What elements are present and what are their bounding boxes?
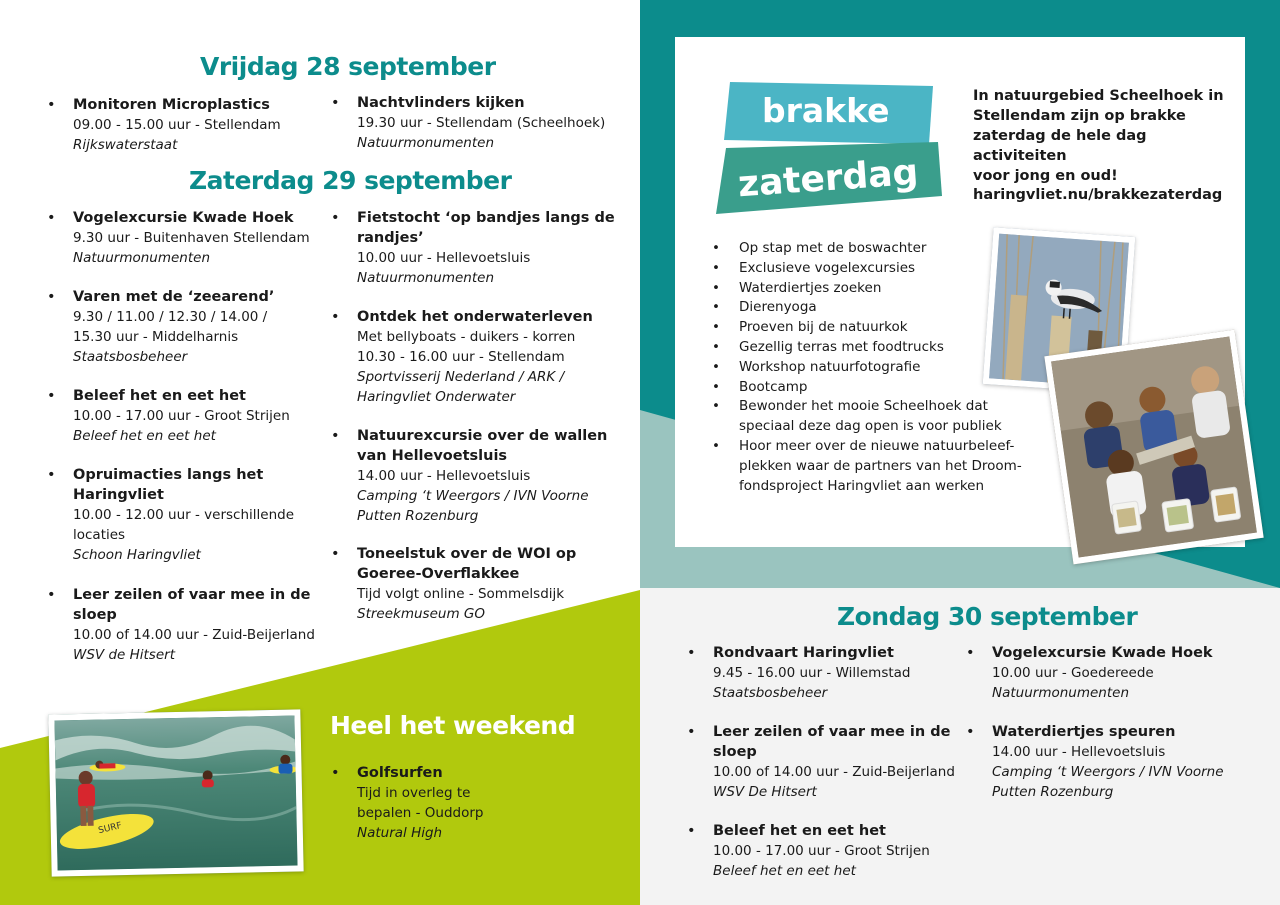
event-details: Met bellyboats - duikers - korren 10.30 - 16.00 uur - Stellendam xyxy=(357,329,576,365)
sunday-heading: Zondag 30 september xyxy=(837,602,1138,631)
event-title: • Leer zeilen of vaar mee in de sloep xyxy=(713,722,975,762)
event-title: • Waterdiertjes speuren xyxy=(992,722,1254,742)
event-monitoren xyxy=(73,95,335,155)
event-title: • Varen met de ‘zeearend’ xyxy=(73,287,335,307)
logo-line2: zaterdag xyxy=(736,151,920,206)
event-organizer: Schoon Haringvliet xyxy=(73,547,201,563)
event-title: • Leer zeilen of vaar mee in de sloep xyxy=(73,585,335,625)
event-organizer: Staatsbosbeheer xyxy=(713,685,828,701)
logo-line1: brakke xyxy=(762,91,890,130)
surf-photo-illustration xyxy=(54,716,297,871)
event-title: • Beleef het en eet het xyxy=(73,386,335,406)
event-details: 9.30 uur - Buitenhaven Stellendam xyxy=(73,230,310,246)
event-organizer: WSV De Hitsert xyxy=(713,784,817,800)
event-details: 10.00 of 14.00 uur - Zuid-Beijerland xyxy=(73,627,315,643)
event-organizer: Natuurmonumenten xyxy=(73,250,211,266)
event-details: 14.00 uur - Hellevoetsluis xyxy=(992,744,1166,760)
weekend-heading: Heel het weekend xyxy=(330,711,576,740)
saturday-heading: Zaterdag 29 september xyxy=(189,166,512,195)
event-organizer: Natuurmonumenten xyxy=(357,135,495,151)
promo-intro: In natuurgebied Scheelhoek in Stellendam zijn op brakke zaterdag de hele dag activiteiten voor jong en oud! xyxy=(973,88,1224,184)
event-golfsurfen xyxy=(357,763,557,843)
event-varen xyxy=(73,287,335,367)
event-title: • Fietstocht ‘op bandjes langs de randjes’ xyxy=(357,208,619,248)
event-nachtvlinders xyxy=(357,93,619,153)
list-item: • Exclusieve vogelexcursies xyxy=(712,259,1032,279)
list-item: • Workshop natuurfotografie xyxy=(712,358,1032,378)
event-organizer: Sportvisserij Nederland / ARK / Haringvliet Onderwater xyxy=(357,369,565,405)
event-title: • Monitoren Microplastics xyxy=(73,95,335,115)
event-zeilen-zondag xyxy=(713,722,975,802)
event-organizer: Staatsbosbeheer xyxy=(73,349,188,365)
event-organizer: Natuurmonumenten xyxy=(357,270,495,286)
event-toneelstuk xyxy=(357,544,619,624)
list-item: • Hoor meer over de nieuwe natuurbeleef- plekken waar de partners van het Droom- fondsproject Haringvliet aan werken xyxy=(712,437,1032,496)
event-title: • Ontdek het onderwaterleven xyxy=(357,307,619,327)
event-details: 09.00 - 15.00 uur - Stellendam xyxy=(73,117,281,133)
event-vogelexcursie xyxy=(73,208,335,268)
event-title: • Natuurexcursie over de wallen van Hellevoetsluis xyxy=(357,426,619,466)
event-title: • Vogelexcursie Kwade Hoek xyxy=(73,208,335,228)
event-organizer: Camping ‘t Weergors / IVN Voorne Putten Rozenburg xyxy=(357,488,589,524)
event-organizer: Camping ‘t Weergors / IVN Voorne Putten Rozenburg xyxy=(992,764,1224,800)
brakke-zaterdag-logo xyxy=(710,80,945,220)
event-organizer: Streekmuseum GO xyxy=(357,606,485,622)
event-details: 10.00 - 17.00 uur - Groot Strijen xyxy=(713,843,930,859)
event-details: 10.00 - 12.00 uur - verschillende locaties xyxy=(73,507,295,543)
event-waterdiertjes xyxy=(992,722,1254,802)
event-rondvaart xyxy=(713,643,975,703)
event-opruimacties xyxy=(73,465,335,565)
children-photo-illustration xyxy=(1051,336,1257,557)
event-organizer: WSV de Hitsert xyxy=(73,647,175,663)
event-title: • Beleef het en eet het xyxy=(713,821,975,841)
event-details: 14.00 uur - Hellevoetsluis xyxy=(357,468,531,484)
event-beleef-zondag xyxy=(713,821,975,881)
event-organizer: Beleef het en eet het xyxy=(73,428,216,444)
event-details: 10.00 uur - Goedereede xyxy=(992,665,1154,681)
event-details: 10.00 - 17.00 uur - Groot Strijen xyxy=(73,408,290,424)
event-title: • Toneelstuk over de WOI op Goeree-Overflakkee xyxy=(357,544,619,584)
event-organizer: Natural High xyxy=(357,825,443,841)
list-item: • Op stap met de boswachter xyxy=(712,239,1032,259)
event-beleef xyxy=(73,386,335,446)
event-organizer: Beleef het en eet het xyxy=(713,863,856,879)
event-details: 19.30 uur - Stellendam (Scheelhoek) xyxy=(357,115,606,131)
event-natuurexcursie xyxy=(357,426,619,526)
event-onderwaterleven xyxy=(357,307,619,407)
event-details: Tijd volgt online - Sommelsdijk xyxy=(357,586,565,602)
friday-heading: Vrijdag 28 september xyxy=(200,52,496,81)
promo-url[interactable]: haringvliet.nu/brakkezaterdag xyxy=(973,187,1223,203)
event-title: • Vogelexcursie Kwade Hoek xyxy=(992,643,1254,663)
list-item: • Gezellig terras met foodtrucks xyxy=(712,338,1032,358)
surf-photo xyxy=(48,709,303,876)
event-details: 10.00 of 14.00 uur - Zuid-Beijerland xyxy=(713,764,955,780)
event-details: Tijd in overleg te bepalen - Ouddorp xyxy=(357,785,484,821)
event-fietstocht xyxy=(357,208,619,288)
event-organizer: Natuurmonumenten xyxy=(992,685,1130,701)
children-photo xyxy=(1044,330,1263,565)
event-title: • Nachtvlinders kijken xyxy=(357,93,619,113)
list-item: • Dierenyoga xyxy=(712,298,1032,318)
event-zeilen xyxy=(73,585,335,665)
list-item: • Proeven bij de natuurkok xyxy=(712,318,1032,338)
event-title: • Golfsurfen xyxy=(357,763,557,783)
event-organizer: Rijkswaterstaat xyxy=(73,137,178,153)
list-item: • Bewonder het mooie Scheelhoek dat speciaal deze dag open is voor publiek xyxy=(712,397,1032,437)
list-item: • Bootcamp xyxy=(712,378,1032,398)
event-details: 9.45 - 16.00 uur - Willemstad xyxy=(713,665,911,681)
event-title: • Rondvaart Haringvliet xyxy=(713,643,975,663)
list-item: • Waterdiertjes zoeken xyxy=(712,279,1032,299)
event-vogelexcursie-zondag xyxy=(992,643,1254,703)
surfboard-text: SURF xyxy=(97,821,123,837)
event-details: 10.00 uur - Hellevoetsluis xyxy=(357,250,531,266)
event-details: 9.30 / 11.00 / 12.30 / 14.00 / 15.30 uur - Middelharnis xyxy=(73,309,268,345)
event-title: • Opruimacties langs het Haringvliet xyxy=(73,465,335,505)
